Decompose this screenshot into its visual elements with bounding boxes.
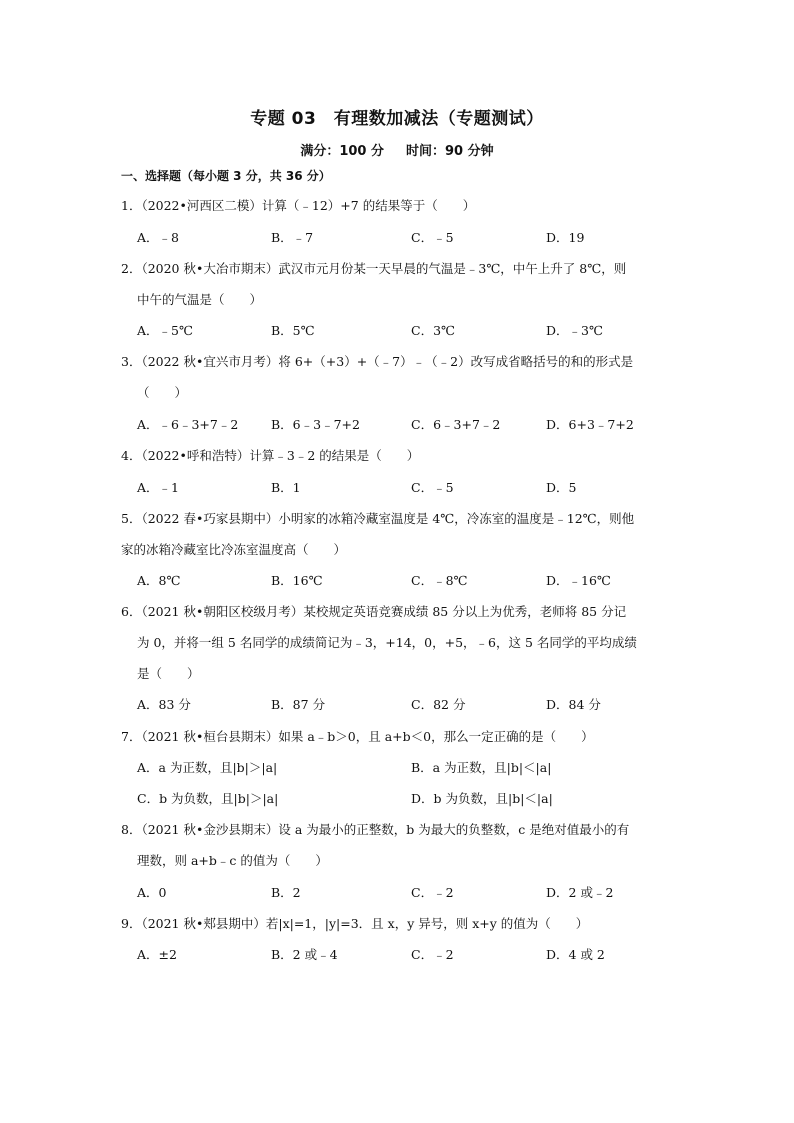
question-6-option-c: C．82 分 (411, 697, 466, 712)
question-4-option-d: D．5 (546, 480, 577, 495)
question-1-option-b: B．﹣7 (271, 230, 314, 245)
exam-time: 时间：90 分钟 (406, 144, 494, 159)
question-6-text: 6．（2021 秋•朝阳区校级月考）某校规定英语竞赛成绩 85 分以上为优秀，老师将 85 分记 (121, 604, 627, 619)
question-3-option-b: B．6﹣3﹣7+2 (271, 417, 360, 432)
question-6-option-a: A．83 分 (137, 697, 191, 712)
question-1-text: 1．（2022•河西区二模）计算（﹣12）+7 的结果等于（ ） (121, 198, 476, 213)
question-2-option-b: B．5℃ (271, 323, 315, 338)
full-score: 满分：100 分 (300, 144, 385, 159)
question-6-text-cont-1: 为 0，并将一组 5 名同学的成绩简记为﹣3，+14，0，+5，﹣6，这 5 名同学的平均成绩 (137, 635, 637, 650)
question-5-option-c: C．﹣8℃ (411, 573, 468, 588)
question-2-option-d: D．﹣3℃ (546, 323, 603, 338)
question-7-option-c: C．b 为负数，且|b|＞|a| (137, 791, 279, 806)
page-title: 专题 03 有理数加减法（专题测试） (250, 109, 544, 129)
question-1-option-c: C．﹣5 (411, 230, 454, 245)
question-2-option-c: C．3℃ (411, 323, 456, 338)
question-5-option-b: B．16℃ (271, 573, 323, 588)
question-6-option-b: B．87 分 (271, 697, 326, 712)
question-3-option-a: A．﹣6﹣3+7﹣2 (137, 417, 239, 432)
section-heading: 一、选择题（每小题 3 分，共 36 分） (121, 169, 331, 183)
question-3-option-d: D．6+3﹣7+2 (546, 417, 634, 432)
question-8-text-cont: 理数，则 a+b﹣c 的值为（ ） (137, 853, 328, 868)
question-8-text: 8．（2021 秋•金沙县期末）设 a 为最小的正整数，b 为最大的负整数，c 是绝对值最小的有 (121, 822, 630, 837)
question-9-option-c: C．﹣2 (411, 947, 454, 962)
question-4-text: 4．（2022•呼和浩特）计算﹣3﹣2 的结果是（ ） (121, 448, 420, 463)
question-1-option-d: D．19 (546, 230, 585, 245)
question-3-option-c: C．6﹣3+7﹣2 (411, 417, 501, 432)
question-9-text: 9．（2021 秋•郏县期中）若|x|=1，|y|=3．且 x，y 异号，则 x+y 的值为（ ） (121, 916, 589, 931)
question-2-option-a: A．﹣5℃ (137, 323, 193, 338)
question-4-option-a: A．﹣1 (137, 480, 179, 495)
question-5-text: 5．（2022 春•巧家县期中）小明家的冰箱冷藏室温度是 4℃，冷冻室的温度是﹣12℃，则他 (121, 511, 635, 526)
question-5-option-d: D．﹣16℃ (546, 573, 611, 588)
question-2-text-cont: 中午的气温是（ ） (137, 292, 263, 307)
question-4-option-c: C．﹣5 (411, 480, 454, 495)
question-5-option-a: A．8℃ (137, 573, 181, 588)
question-5-text-cont: 家的冰箱冷藏室比冷冻室温度高（ ） (121, 542, 347, 557)
question-7-text: 7．（2021 秋•桓台县期末）如果 a﹣b＞0，且 a+b＜0，那么一定正确的是（ ） (121, 729, 594, 744)
question-4-option-b: B．1 (271, 480, 301, 495)
question-7-option-a: A．a 为正数，且|b|＞|a| (137, 760, 278, 775)
question-8-option-b: B．2 (271, 885, 301, 900)
question-9-option-b: B．2 或﹣4 (271, 947, 338, 962)
question-7-option-b: B．a 为正数，且|b|＜|a| (411, 760, 552, 775)
question-1-option-a: A．﹣8 (137, 230, 179, 245)
question-6-option-d: D．84 分 (546, 697, 601, 712)
question-7-option-d: D．b 为负数，且|b|＜|a| (411, 791, 553, 806)
question-3-text: 3．（2022 秋•宜兴市月考）将 6+（+3）+（﹣7）﹣（﹣2）改写成省略括号的和的形式是 (121, 354, 634, 369)
question-9-option-d: D．4 或 2 (546, 947, 605, 962)
question-8-option-c: C．﹣2 (411, 885, 454, 900)
question-6-text-cont-2: 是（ ） (137, 666, 200, 681)
question-9-option-a: A．±2 (137, 947, 177, 962)
exam-meta (0, 140, 794, 159)
question-2-text: 2．（2020 秋•大冶市期末）武汉市元月份某一天早晨的气温是﹣3℃，中午上升了 8℃，则 (121, 261, 627, 276)
question-3-text-cont: （ ） (137, 385, 188, 400)
question-8-option-d: D．2 或﹣2 (546, 885, 614, 900)
question-8-option-a: A．0 (137, 885, 167, 900)
